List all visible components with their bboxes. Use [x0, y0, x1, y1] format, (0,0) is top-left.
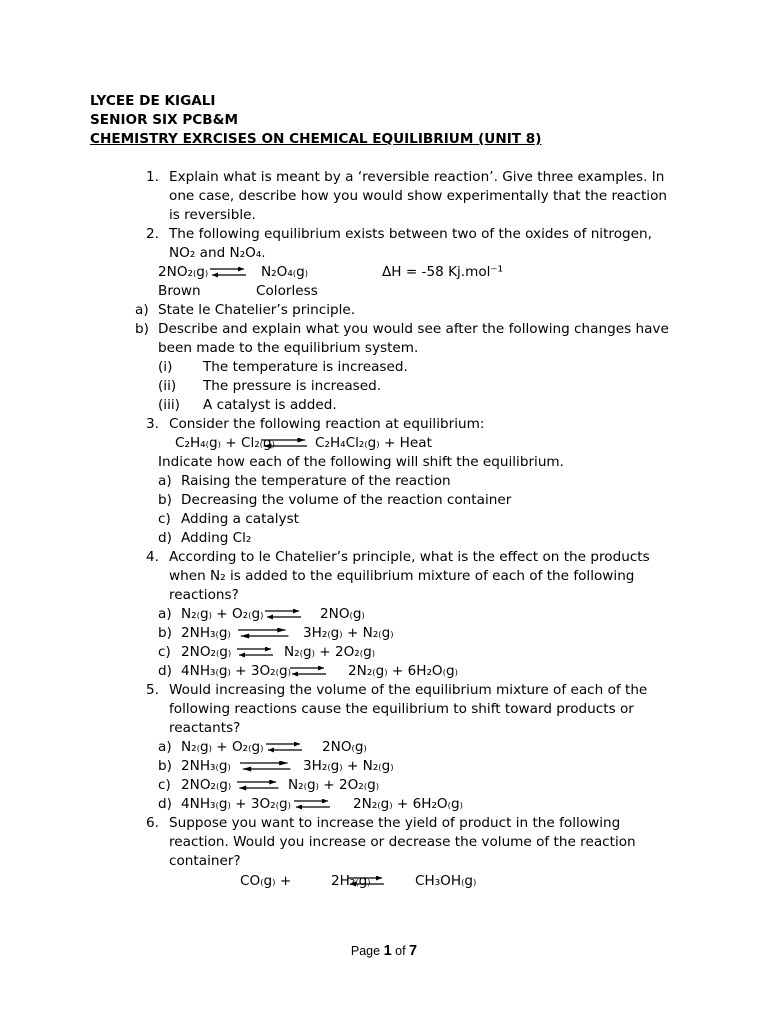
item-text: Adding a catalyst — [181, 511, 300, 527]
label-brown: Brown — [158, 283, 201, 299]
q1-line: one case, describe how you would show experimentally that the reaction — [169, 188, 668, 204]
eq-right: 2NO₍g₎ — [322, 739, 367, 755]
sub-label: (ii) — [158, 378, 177, 394]
eq-middle: 2H₂₍g₎ — [331, 873, 371, 889]
item-label: c) — [158, 777, 171, 793]
q4-item — [158, 605, 558, 624]
q4-line: reactions? — [169, 587, 239, 603]
label-colorless: Colorless — [256, 283, 318, 299]
eq-left: 2NO₂₍g₎ — [158, 264, 209, 280]
equilibrium-arrow-icon — [238, 628, 290, 640]
q2a-text: State le Chatelier’s principle. — [158, 302, 356, 318]
q1-number: 1. — [146, 169, 159, 185]
q4-item — [158, 662, 558, 681]
q5-item — [158, 776, 558, 795]
eq-right: 3H₂₍g₎ + N₂₍g₎ — [303, 758, 394, 774]
q5-line: following reactions cause the equilibrium to shift toward products or — [169, 701, 634, 717]
school-name: LYCEE DE KIGALI — [90, 93, 216, 109]
eq-right: CH₃OH₍g₎ — [415, 873, 477, 889]
q2a-label: a) — [135, 302, 149, 318]
q6-number: 6. — [146, 815, 159, 831]
item-label: b) — [158, 492, 172, 508]
equilibrium-arrow-icon — [266, 742, 306, 754]
equilibrium-arrow-icon — [240, 761, 292, 773]
eq-left: N₂₍g₎ + O₂₍g₎ — [181, 606, 264, 622]
q3-intro: Indicate how each of the following will shift the equilibrium. — [158, 454, 564, 470]
sub-label: (i) — [158, 359, 173, 375]
page-word: Page — [350, 944, 381, 958]
eq-left: N₂₍g₎ + O₂₍g₎ — [181, 739, 264, 755]
eq-right: 2NO₍g₎ — [320, 606, 365, 622]
item-label: c) — [158, 511, 171, 527]
q6-line: reaction. Would you increase or decrease the volume of the reaction — [169, 834, 636, 850]
q2-number: 2. — [146, 226, 159, 242]
sub-label: (iii) — [158, 397, 180, 413]
page-total: 7 — [409, 943, 418, 959]
sub-text: The pressure is increased. — [203, 378, 382, 394]
item-text: Decreasing the volume of the reaction container — [181, 492, 512, 508]
sub-text: The temperature is increased. — [203, 359, 408, 375]
sub-text: A catalyst is added. — [203, 397, 337, 413]
q4-item — [158, 643, 558, 662]
q4-number: 4. — [146, 549, 159, 565]
item-label: a) — [158, 473, 172, 489]
eq-right: N₂₍g₎ + 2O₂₍g₎ — [288, 777, 380, 793]
document-title: CHEMISTRY EXRCISES ON CHEMICAL EQUILIBRIUM (UNIT 8) — [90, 131, 542, 147]
eq-left: 2NH₃₍g₎ — [181, 758, 231, 774]
q4-item — [158, 624, 558, 643]
item-label: b) — [158, 625, 172, 641]
item-label: b) — [158, 758, 172, 774]
item-label: c) — [158, 644, 171, 660]
eq-left: C₂H₄₍g₎ + Cl₂₍g₎ — [175, 435, 275, 451]
eq-left: CO₍g₎ + — [240, 873, 292, 889]
q4-line: According to le Chatelier’s principle, what is the effect on the products — [169, 549, 650, 565]
eq-left: 2NO₂₍g₎ — [181, 644, 232, 660]
q2b-label: b) — [135, 321, 149, 337]
equilibrium-arrow-icon — [348, 876, 388, 888]
q6-line: Suppose you want to increase the yield of product in the following — [169, 815, 621, 831]
item-label: a) — [158, 606, 172, 622]
q3-equation — [175, 434, 575, 453]
q6-line: container? — [169, 853, 241, 869]
equilibrium-arrow-icon — [261, 438, 307, 450]
item-label: d) — [158, 796, 172, 812]
eq-left: 4NH₃₍g₎ + 3O₂₍g₎ — [181, 663, 291, 679]
q5-item — [158, 757, 558, 776]
eq-right: 2N₂₍g₎ + 6H₂O₍g₎ — [348, 663, 458, 679]
page-number: 1 — [383, 943, 392, 959]
class-name: SENIOR SIX PCB&M — [90, 112, 239, 128]
equilibrium-arrow-icon — [290, 666, 330, 678]
equilibrium-arrow-icon — [294, 799, 334, 811]
q2-line: NO₂ and N₂O₄. — [169, 245, 266, 261]
eq-right: N₂₍g₎ + 2O₂₍g₎ — [284, 644, 376, 660]
q6-equation — [240, 872, 540, 891]
equilibrium-arrow-icon — [237, 647, 277, 659]
q2-equation — [158, 263, 658, 282]
eq-left: 2NH₃₍g₎ — [181, 625, 231, 641]
eq-right: C₂H₄Cl₂₍g₎ + Heat — [315, 435, 432, 451]
q3-number: 3. — [146, 416, 159, 432]
q2-line: The following equilibrium exists between two of the oxides of nitrogen, — [169, 226, 652, 242]
item-label: d) — [158, 663, 172, 679]
page-footer — [0, 942, 768, 960]
eq-right: 3H₂₍g₎ + N₂₍g₎ — [303, 625, 394, 641]
item-text: Raising the temperature of the reaction — [181, 473, 451, 489]
q2b-line: Describe and explain what you would see after the following changes have — [158, 321, 669, 337]
q5-number: 5. — [146, 682, 159, 698]
q4-line: when N₂ is added to the equilibrium mixture of each of the following — [169, 568, 635, 584]
eq-left: 2NO₂₍g₎ — [181, 777, 232, 793]
eq-right: 2N₂₍g₎ + 6H₂O₍g₎ — [353, 796, 463, 812]
item-label: a) — [158, 739, 172, 755]
q5-line: reactants? — [169, 720, 241, 736]
item-text: Adding Cl₂ — [181, 530, 252, 546]
equilibrium-arrow-icon — [237, 780, 281, 792]
equilibrium-arrow-icon — [265, 609, 305, 621]
of-word: of — [395, 944, 406, 958]
q2b-line: been made to the equilibrium system. — [158, 340, 419, 356]
q5-line: Would increasing the volume of the equilibrium mixture of each of the — [169, 682, 648, 698]
q1-line: Explain what is meant by a ‘reversible reaction’. Give three examples. In — [169, 169, 665, 185]
eq-left: 4NH₃₍g₎ + 3O₂₍g₎ — [181, 796, 291, 812]
q1-line: is reversible. — [169, 207, 256, 223]
q5-item — [158, 738, 558, 757]
eq-right: N₂O₄₍g₎ — [261, 264, 309, 280]
item-label: d) — [158, 530, 172, 546]
enthalpy-value: ΔH = -58 Kj.mol⁻¹ — [382, 264, 504, 280]
q3-text: Consider the following reaction at equilibrium: — [169, 416, 485, 432]
equilibrium-arrow-icon — [210, 267, 248, 279]
q5-item — [158, 795, 558, 814]
